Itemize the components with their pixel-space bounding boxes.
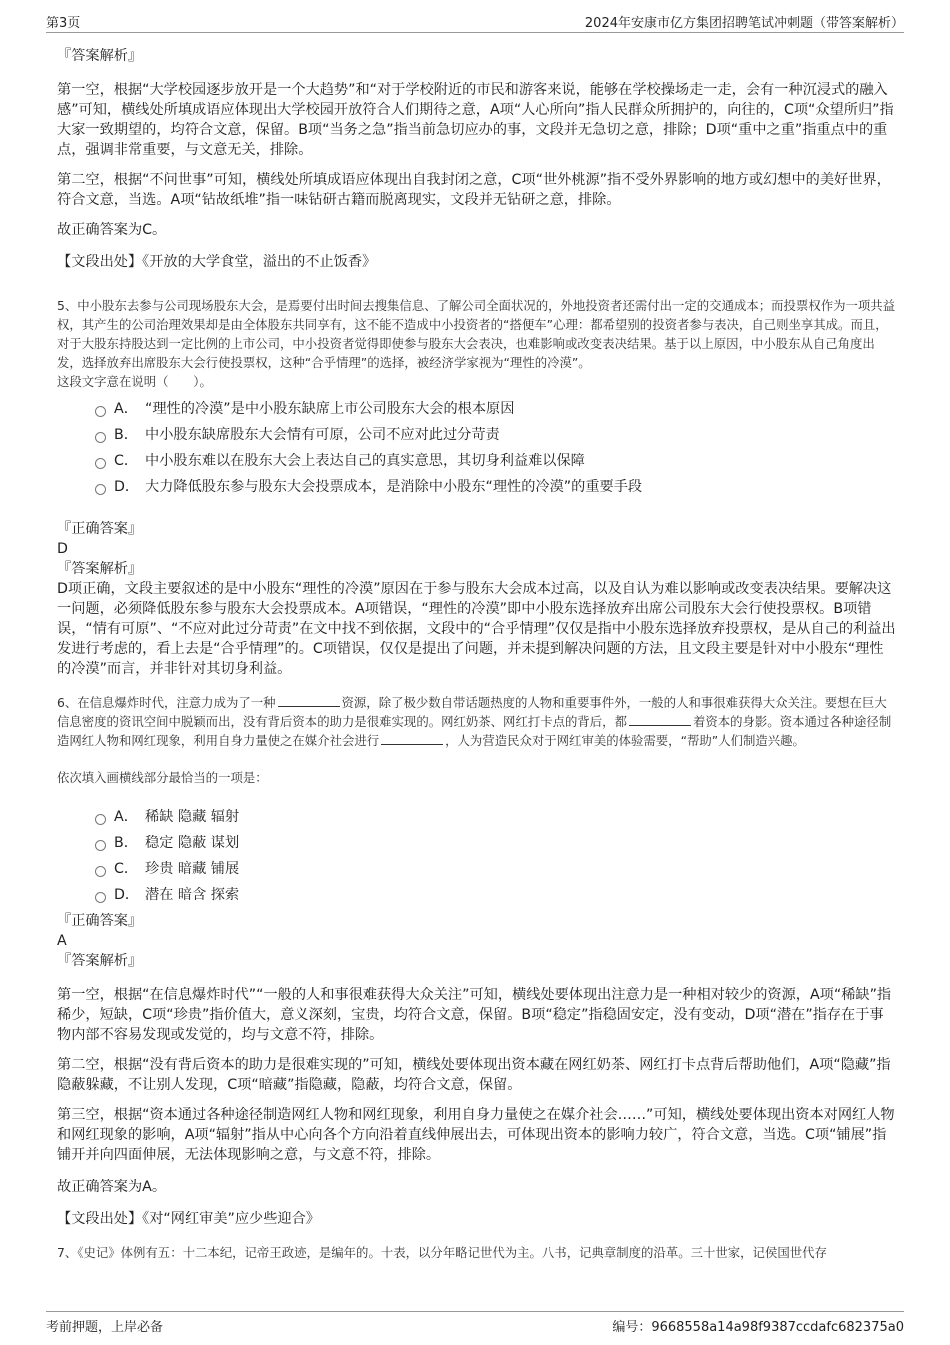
question-prompt: 这段文字意在说明（ ）。 xyxy=(57,374,212,389)
option-text: “理性的冷漠”是中小股东缺席上市公司股东大会的根本原因 xyxy=(145,401,515,417)
analysis-paragraph: 第一空，根据“在信息爆炸时代”“一般的人和事很难获得大众关注”可知，横线处要体现出注意力是一种相对较少的资源，A项“稀缺”指稀少，短缺，C项“珍贵”指价值大，意义深刻，宝贵，均符合文意，保留。B项“稳定”指稳固安定，没有变动，D项“潜在”指存在于事物内部不容易发现或发觉的，均与文意不符，排除。 xyxy=(57,987,892,1043)
radio-icon[interactable] xyxy=(95,484,106,495)
radio-icon[interactable] xyxy=(95,406,106,417)
option-text: 大力降低股东参与股东大会投票成本，是消除中小股东“理性的冷漠”的重要手段 xyxy=(145,479,643,495)
option-label: A． xyxy=(114,809,138,825)
question-stem: 5、中小股东去参与公司现场股东大会，是焉要付出时间去搜集信息、了解公司全面状况的，外地投资者还需付出一定的交通成本；而投票权作为一项共益权，其产生的公司治理效果却是由全体股东共同享有，这不能不造成中小投资者的“搭便车”心理：都希望别的投资者参与表决，自己则坐享其成。而且，对于大股东持股达到一定比例的上市公司，中小投资者觉得即使参与股东大会表决，也难影响或改变表决结果。基于以上原因，中小股东从自己角度出发，选择放弃出席股东大会行使投票权，这种“合乎情理”的选择，被经济学家视为“理性的冷漠”。 xyxy=(57,298,896,370)
radio-icon[interactable] xyxy=(95,840,106,851)
option-label: C． xyxy=(114,453,139,469)
analysis-label: 『答案解析』 xyxy=(57,561,143,577)
page-header xyxy=(46,10,904,33)
stem-part: 6、在信息爆炸时代，注意力成为了一种 xyxy=(57,695,276,710)
fill-blank xyxy=(381,732,443,745)
answer-label: 『正确答案』 xyxy=(57,913,143,929)
question-6 xyxy=(57,693,897,1229)
question-5 xyxy=(57,296,897,679)
option-c[interactable] xyxy=(95,859,897,879)
fill-blank xyxy=(629,713,691,726)
document-code: 编号：9668558a14a98f9387ccdafc682375a0 xyxy=(612,1320,904,1335)
option-text: 中小股东难以在股东大会上表达自己的真实意思，其切身利益难以保障 xyxy=(145,453,585,469)
question-4-analysis xyxy=(57,46,897,272)
source-citation: 【文段出处】《对“网红审美”应少些迎合》 xyxy=(57,1211,320,1227)
radio-icon[interactable] xyxy=(95,432,106,443)
radio-icon[interactable] xyxy=(95,892,106,903)
option-text: 稳定 隐蔽 谋划 xyxy=(145,835,240,851)
stem-part: 资源，除了极少数自带话题热度的人物和重要事件外，一般的人和事很难获得大众关注。要想在巨大信息密度的资讯空间中脱颖而出，没有背后资本的助力是很难实现的。网红奶茶、网红打卡点的背后，都 xyxy=(57,695,887,729)
document-body xyxy=(57,46,897,1262)
analysis-paragraph: 第二空，根据“不问世事”可知，横线处所填成语应体现出自我封闭之意，C项“世外桃源”指不受外界影响的地方或幻想中的美好世界，符合文意，当选。A项“钻故纸堆”指一味钻研古籍而脱离现实，文段并无钻研之意，排除。 xyxy=(57,172,891,208)
radio-icon[interactable] xyxy=(95,814,106,825)
analysis-paragraph: 第一空，根据“大学校园逐步放开是一个大趋势”和“对于学校附近的市民和游客来说，能够在学校操场走一走，会有一种沉浸式的融入感”可知，横线处所填成语应体现出大学校园开放符合人们期待之意，A项“人心所向”指人民群众所拥护的，向往的，C项“众望所归”指大家一致期望的，均符合文意，保留。B项“当务之急”指当前急切应办的事，文段并无急切之意，排除；D项“重中之重”指重点中的重点，强调非常重要，与文意无关，排除。 xyxy=(57,82,894,158)
option-a[interactable] xyxy=(95,399,897,419)
question-prompt: 依次填入画横线部分最恰当的一项是： xyxy=(57,770,268,785)
page-number: 第3页 xyxy=(46,16,81,31)
footer-slogan: 考前押题，上岸必备 xyxy=(46,1320,164,1335)
option-label: B． xyxy=(114,835,138,851)
page-footer xyxy=(46,1311,904,1334)
option-a[interactable] xyxy=(95,807,897,827)
radio-icon[interactable] xyxy=(95,458,106,469)
question-stem: 7、《史记》体例有五：十二本纪，记帝王政迹，是编年的。十表，以分年略记世代为主。八书，记典章制度的沿革。三十世家，记侯国世代存 xyxy=(57,1245,827,1260)
question-stem xyxy=(57,693,897,750)
answer-label: 『正确答案』 xyxy=(57,521,143,537)
option-label: D． xyxy=(114,887,140,903)
option-b[interactable] xyxy=(95,833,897,853)
option-text: 稀缺 隐藏 辐射 xyxy=(145,809,240,825)
analysis-paragraph: 第三空，根据“资本通过各种途径制造网红人物和网红现象，利用自身力量使之在媒介社会……”可知，横线处要体现出资本对网红人物和网红现象的影响，A项“辐射”指从中心向各个方向沿着直线伸展出去，可体现出资本的影响力较广，符合文意，当选。C项“铺展”指铺开并向四面伸展，无法体现影响之意，与文意不符，排除。 xyxy=(57,1107,895,1163)
answer-value: D xyxy=(57,541,68,557)
option-text: 潜在 暗含 探索 xyxy=(145,887,240,903)
analysis-label: 『答案解析』 xyxy=(57,48,143,64)
stem-part: ，人为营造民众对于网红审美的体验需要，“帮助”人们制造兴趣。 xyxy=(445,733,805,748)
option-label: C． xyxy=(114,861,139,877)
analysis-conclusion: 故正确答案为A。 xyxy=(57,1179,167,1195)
option-label: A． xyxy=(114,401,138,417)
analysis-paragraph: D项正确，文段主要叙述的是中小股东“理性的冷漠”原因在于参与股东大会成本过高，以及自认为难以影响或改变表决结果。要解决这一问题，必须降低股东参与股东大会投票成本。A项错误，“理性的冷漠”即中小股东选择放弃出席公司股东大会行使投票权。B项错误，“情有可原”、“不应对此过分苛责”在文中找不到依据，文段中的“合乎情理”仅仅是指中小股东选择放弃投票权，是从自己的利益出发进行考虑的，看上去是“合乎情理”的。C项错误，仅仅是提出了问题，并未提到解决问题的方法，且文段主要是针对中小股东“理性的冷漠”而言，并非针对其切身利益。 xyxy=(57,581,896,677)
question-7 xyxy=(57,1243,897,1262)
radio-icon[interactable] xyxy=(95,866,106,877)
option-d[interactable] xyxy=(95,477,897,497)
option-label: B． xyxy=(114,427,138,443)
analysis-conclusion: 故正确答案为C。 xyxy=(57,222,167,238)
option-text: 中小股东缺席股东大会情有可原，公司不应对此过分苛责 xyxy=(145,427,500,443)
source-citation: 【文段出处】《开放的大学食堂，溢出的不止饭香》 xyxy=(57,254,377,270)
fill-blank xyxy=(278,694,340,707)
option-list xyxy=(57,807,897,905)
document-title: 2024年安康市亿方集团招聘笔试冲刺题（带答案解析） xyxy=(584,16,904,31)
option-text: 珍贵 暗藏 铺展 xyxy=(145,861,240,877)
option-d[interactable] xyxy=(95,885,897,905)
answer-value: A xyxy=(57,933,67,949)
option-c[interactable] xyxy=(95,451,897,471)
stem-part: 着资本的身影。资本通过各种途径制造网红人物和网红现象，利用自身力量使之在媒介社会进行 xyxy=(57,714,892,748)
analysis-paragraph: 第二空，根据“没有背后资本的助力是很难实现的”可知，横线处要体现出资本藏在网红奶茶、网红打卡点背后帮助他们，A项“隐藏”指隐蔽躲藏，不让别人发现，C项“暗藏”指隐藏，隐蔽，均符合文意，保留。 xyxy=(57,1057,891,1093)
option-list xyxy=(57,399,897,497)
analysis-label: 『答案解析』 xyxy=(57,953,143,969)
option-label: D． xyxy=(114,479,140,495)
option-b[interactable] xyxy=(95,425,897,445)
